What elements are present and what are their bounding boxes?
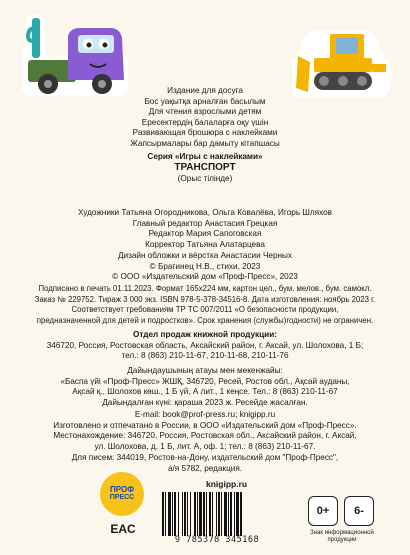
intro-line: Бос уақытқа арналған басылым bbox=[144, 96, 266, 106]
barcode bbox=[160, 492, 274, 536]
logo-text-bottom: ПРЕСС bbox=[109, 494, 135, 501]
contact-block bbox=[0, 410, 410, 474]
language-note: (Орыс тілінде) bbox=[177, 174, 233, 184]
caption-line: продукции bbox=[327, 537, 357, 543]
barcode-bar bbox=[236, 492, 239, 536]
credit-line: Дизайн обложки и вёрстка Анастасии Черных bbox=[117, 250, 293, 260]
publisher-logo bbox=[100, 472, 144, 516]
logo-text-top: ПРОФ bbox=[109, 485, 135, 494]
contact-line: Местонахождение: 346720, Россия, Ростовская обл., Аксайский район, г. Аксай, bbox=[53, 431, 357, 441]
kz-line: Ақсай қ., Шолохов көш., 1 Б үй, А лит., 1 кеңсе. Тел.: 8 (863) 210-11-67 bbox=[72, 387, 338, 397]
barcode-bar bbox=[234, 492, 235, 536]
contact-line: ул. Шолохова, д. 1 Б, лит. А, оф. 1; тел.: 8 (863) 210-11-67. bbox=[94, 442, 316, 452]
barcode-bar bbox=[187, 492, 188, 536]
sales-heading: Отдел продаж книжной продукции: bbox=[133, 330, 277, 339]
eac-mark: EAC bbox=[110, 522, 136, 536]
barcode-bar bbox=[172, 492, 173, 536]
barcode-bar bbox=[197, 492, 198, 536]
barcode-bar bbox=[218, 492, 220, 536]
barcode-bar bbox=[184, 492, 186, 536]
barcode-bar bbox=[199, 492, 202, 536]
credit-line: Художники Татьяна Огородникова, Ольга Ковалёва, Игорь Шляхов bbox=[77, 208, 332, 217]
barcode-bar bbox=[178, 492, 179, 536]
intro-line: Ересектердің балаларға оқу үшін bbox=[141, 117, 269, 127]
age-rating-badge: 6- bbox=[344, 496, 374, 526]
credits-block bbox=[0, 208, 410, 283]
sales-line: 346720, Россия, Ростовская область, Аксайский район, г. Аксай, ул. Шолохова, 1 Б; bbox=[46, 340, 364, 350]
series-title: Серия «Игры с наклейками» bbox=[147, 151, 263, 161]
barcode-bar bbox=[174, 492, 176, 536]
barcode-bar bbox=[162, 492, 164, 536]
barcode-bar bbox=[165, 492, 166, 536]
barcode-bar bbox=[168, 492, 171, 536]
isbn-digits: 9 785378 345168 bbox=[174, 535, 260, 545]
barcode-bar bbox=[190, 492, 191, 536]
kz-line: Дайындалған күні: қараша 2023 ж. Ресейде жасалған. bbox=[102, 398, 308, 408]
intro-line: Жапсырмалары бар дамыту кітапшасы bbox=[130, 138, 280, 148]
tech-line: Соответствует требованиям ТР ТС 007/2011 «О безопасности продукции, bbox=[71, 305, 339, 315]
kz-line: Дайындаушының атауы мен мекенжайы: bbox=[127, 366, 283, 375]
barcode-bar bbox=[221, 492, 222, 536]
barcode-bar bbox=[206, 492, 207, 536]
intro-line: Для чтения взрослыми детям bbox=[148, 107, 262, 117]
info-sign-caption bbox=[300, 530, 384, 544]
tech-line: предназначенной для детей и подростков». Срок хранения (службы)годности) не ограничен. bbox=[36, 316, 374, 326]
intro-line: Развивающая брошюра с наклейками bbox=[132, 128, 278, 138]
tech-line: Подписано в печать 01.11.2023. Формат 165х224 мм, картон цел., бум. мелов., бум. самокл. bbox=[38, 284, 372, 293]
credit-line: © ООО «Издательский дом «Проф-Пресс», 2023 bbox=[112, 272, 298, 282]
barcode-bar bbox=[212, 492, 213, 536]
contact-line: Изготовлено и отпечатано в России, в ООО «Издательский дом «Проф-Пресс». bbox=[53, 420, 357, 430]
credit-line: Корректор Татьяна Алатарцева bbox=[145, 240, 265, 250]
sales-line: тел.: 8 (863) 210-11-67, 210-11-68, 210-11-76 bbox=[121, 351, 289, 361]
intro-line: Издание для досуга bbox=[167, 86, 243, 95]
age-rating-badge: 0+ bbox=[308, 496, 338, 526]
website-label[interactable]: knigipp.ru bbox=[206, 479, 248, 489]
barcode-bar bbox=[182, 492, 183, 536]
barcode-bar bbox=[216, 492, 217, 536]
barcode-bar bbox=[224, 492, 227, 536]
credit-line: Редактор Мария Сапоговская bbox=[148, 229, 262, 239]
barcode-bar bbox=[203, 492, 205, 536]
intro-block bbox=[0, 86, 410, 185]
contact-line: а/я 5782, редакция. bbox=[167, 463, 243, 473]
barcode-bar bbox=[240, 492, 242, 536]
barcode-bar bbox=[230, 492, 232, 536]
book-title: ТРАНСПОРТ bbox=[174, 162, 236, 174]
credit-line: Главный редактор Анастасия Грецкая bbox=[132, 218, 278, 228]
caption-line: Знак информационной bbox=[310, 530, 374, 536]
sales-block bbox=[0, 330, 410, 362]
kz-block bbox=[0, 366, 410, 409]
tech-line: Заказ № 229752. Тираж 3 000 экз. ISBN 978-5-378-34516-8. Дата изготовления: ноябрь 2023 г. bbox=[34, 294, 376, 304]
tech-block bbox=[0, 284, 410, 327]
barcode-bar bbox=[209, 492, 211, 536]
kz-line: «Баспа үйі «Проф-Пресс» ЖШҚ, 346720, Ресей, Ростов обл., Ақсай ауданы, bbox=[60, 376, 350, 386]
barcode-bar bbox=[194, 492, 196, 536]
contact-line: E-mail: book@prof-press.ru; knigipp.ru bbox=[134, 410, 276, 419]
barcode-bar bbox=[228, 492, 229, 536]
credit-line: © Брагинец Н.В., стихи, 2023 bbox=[149, 261, 261, 271]
contact-line: Для писем: 344019, Ростов-на-Дону, издательский дом "Проф-Пресс", bbox=[71, 452, 339, 462]
